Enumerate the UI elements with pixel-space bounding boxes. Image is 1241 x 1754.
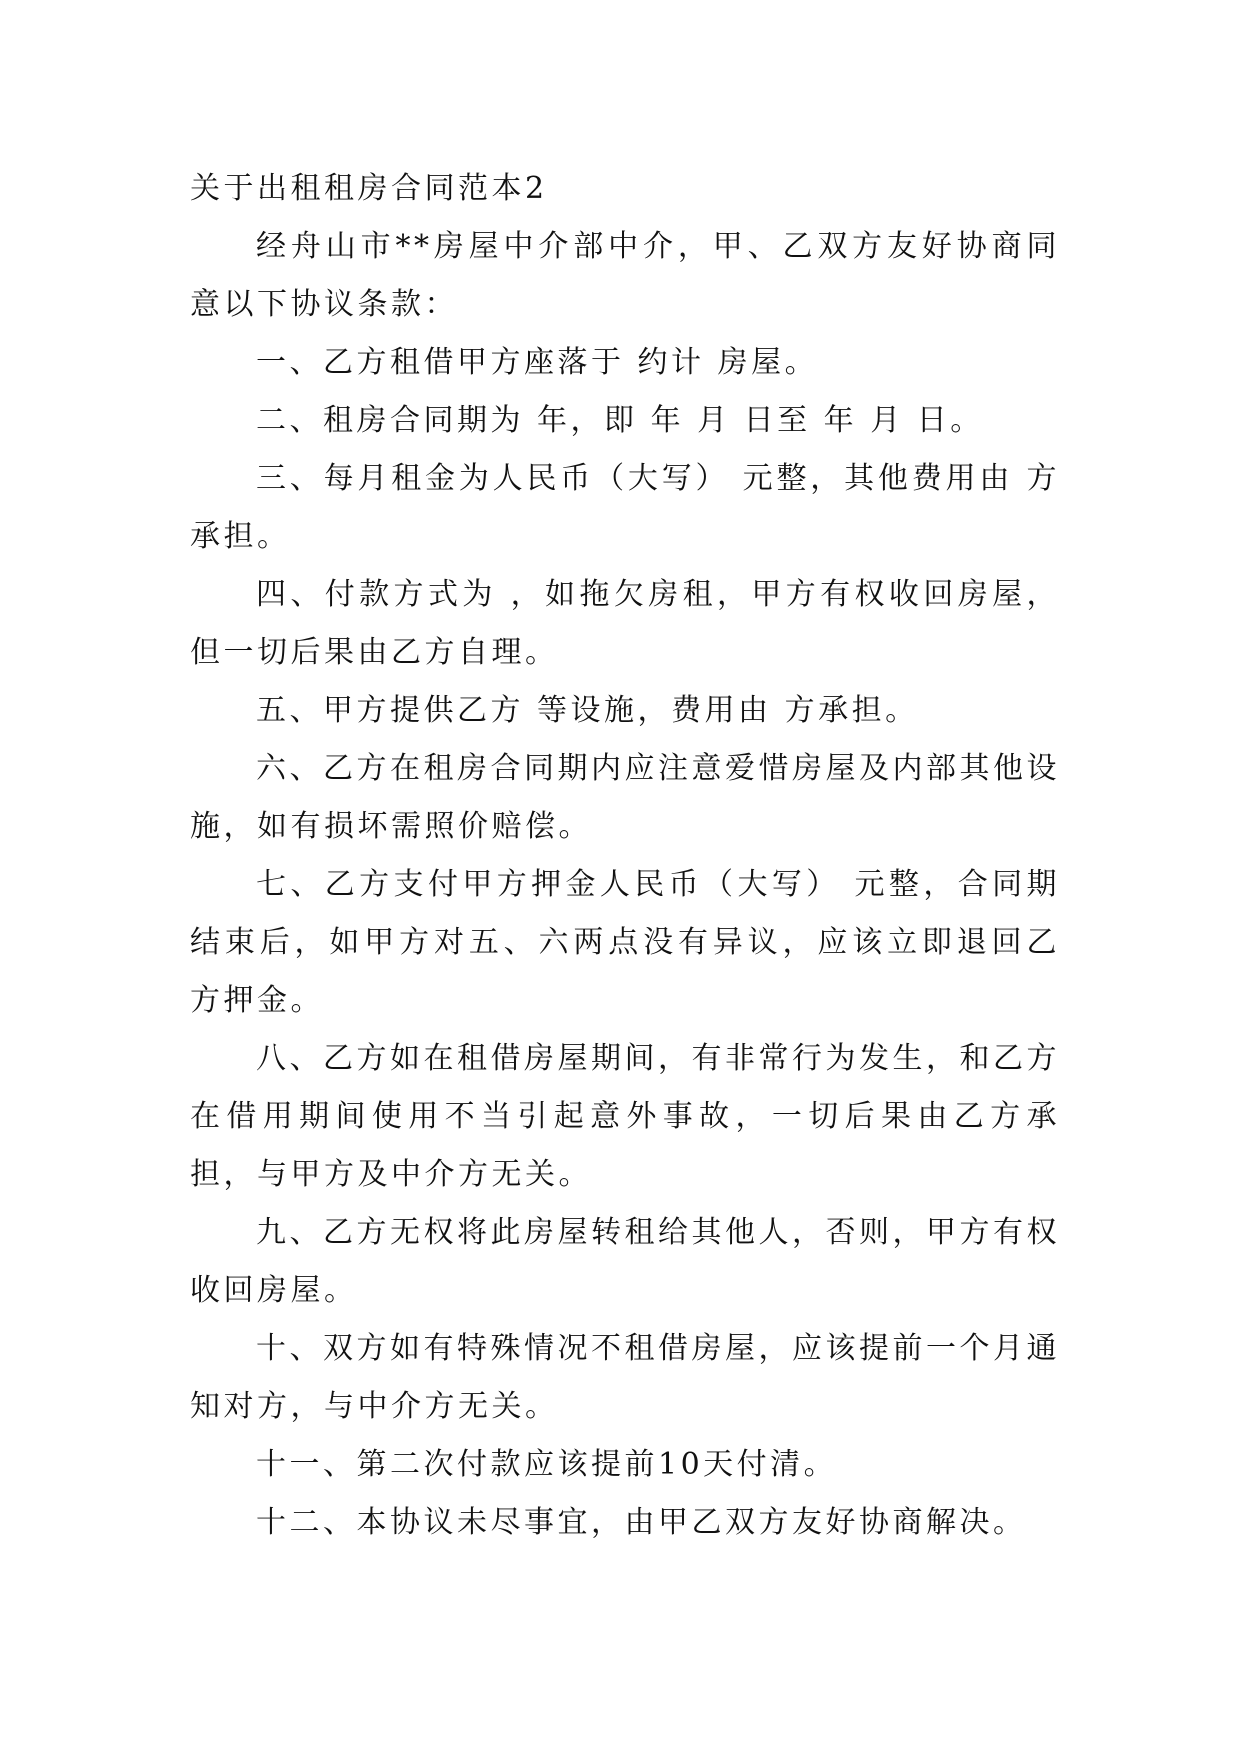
clause-10: 十、双方如有特殊情况不租借房屋，应该提前一个月通知对方，与中介方无关。 bbox=[190, 1331, 1060, 1424]
clause-3: 三、每月租金为人民币（大写） 元整，其他费用由 方承担。 bbox=[190, 461, 1060, 554]
clause-2: 二、租房合同期为 年，即 年 月 日至 年 月 日。 bbox=[256, 403, 984, 438]
clause-7: 七、乙方支付甲方押金人民币（大写） 元整，合同期结束后，如甲方对五、六两点没有异议，应该立即退回乙方押金。 bbox=[190, 867, 1060, 1018]
clause-12: 十二、本协议未尽事宜，由甲乙双方友好协商解决。 bbox=[256, 1505, 1027, 1540]
clause-11: 十一、第二次付款应该提前10天付清。 bbox=[256, 1447, 838, 1482]
document-title: 关于出租租房合同范本2 bbox=[190, 171, 548, 206]
clause-1: 一、乙方租借甲方座落于 约计 房屋。 bbox=[256, 345, 819, 380]
paragraph-intro: 经舟山市**房屋中介部中介，甲、乙双方友好协商同意以下协议条款： bbox=[190, 229, 1060, 322]
clause-4: 四、付款方式为 ，如拖欠房租，甲方有权收回房屋，但一切后果由乙方自理。 bbox=[190, 577, 1060, 670]
clause-5: 五、甲方提供乙方 等设施，费用由 方承担。 bbox=[256, 693, 919, 728]
clause-6: 六、乙方在租房合同期内应注意爱惜房屋及内部其他设施，如有损坏需照价赔偿。 bbox=[190, 751, 1060, 844]
clause-8: 八、乙方如在租借房屋期间，有非常行为发生，和乙方在借用期间使用不当引起意外事故，一切后果由乙方承担，与甲方及中介方无关。 bbox=[190, 1041, 1060, 1192]
document-body bbox=[190, 160, 1060, 1552]
clause-9: 九、乙方无权将此房屋转租给其他人，否则，甲方有权收回房屋。 bbox=[190, 1215, 1060, 1308]
